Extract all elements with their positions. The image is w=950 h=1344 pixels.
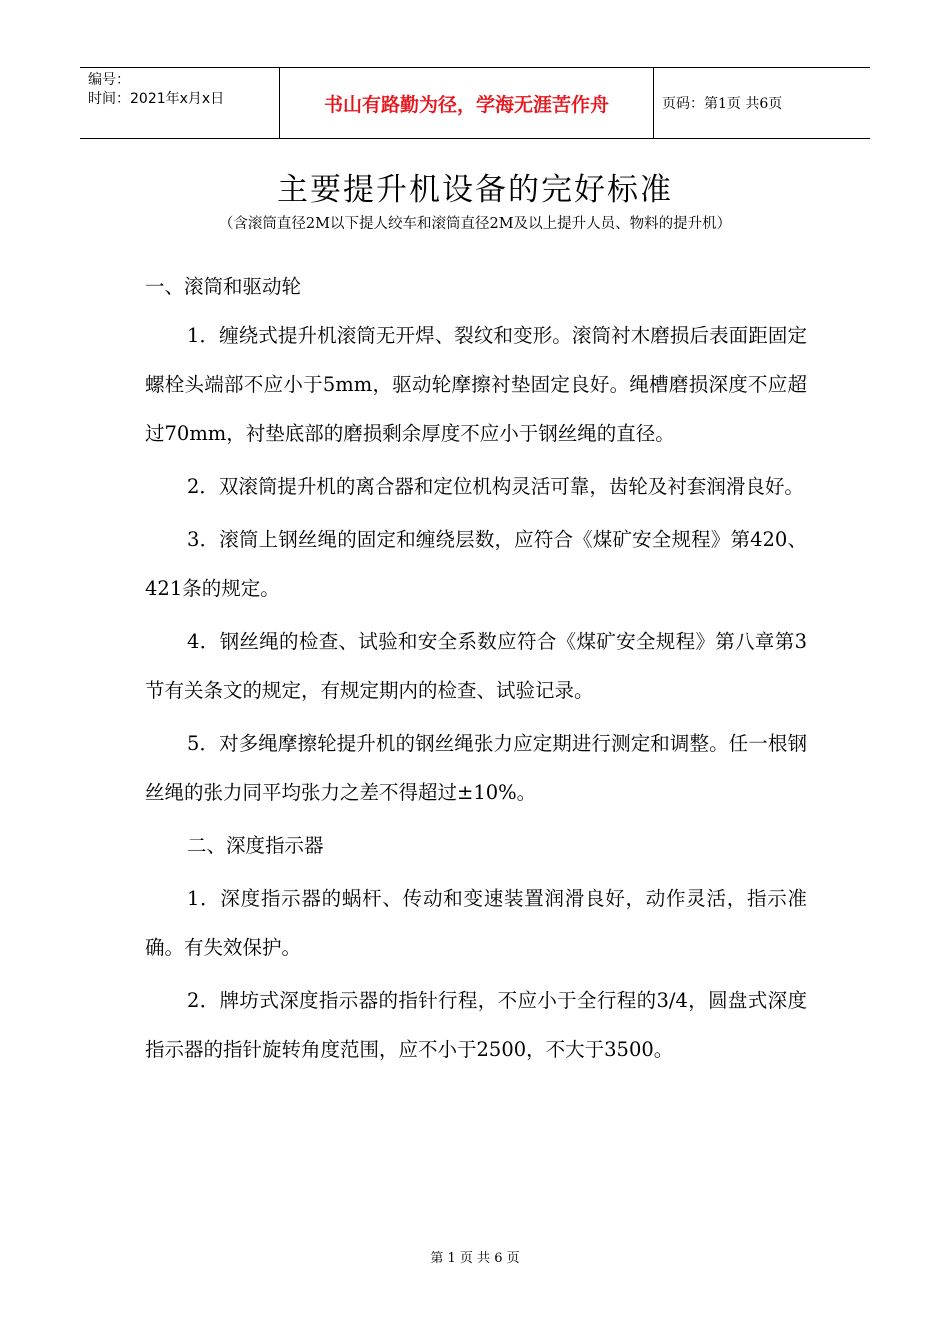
- document-header: [80, 67, 870, 139]
- paragraph-1-1: 1．缠绕式提升机滚筒无开焊、裂纹和变形。滚筒衬木磨损后表面距固定螺栓头端部不应小于5mm，驱动轮摩擦衬垫固定良好。绳槽磨损深度不应超过70mm，衬垫底部的磨损剩余厚度不应小于钢丝绳的直径。: [145, 324, 807, 445]
- page-subtitle: （含滚筒直径2M以下提人绞车和滚筒直径2M及以上提升人员、物料的提升机）: [218, 216, 732, 232]
- paragraph-1-5: 5．对多绳摩擦轮提升机的钢丝绳张力应定期进行测定和调整。任一根钢丝绳的张力同平均张力之差不得超过±10%。: [145, 732, 807, 804]
- header-motto: 书山有路勤为径，学海无涯苦作舟: [280, 68, 654, 138]
- paragraph-1-4: 4．钢丝绳的检查、试验和安全系数应符合《煤矿安全规程》第八章第3节有关条文的规定，有规定期内的检查、试验记录。: [145, 630, 807, 702]
- date-label: 时间：2021年x月x日: [88, 91, 225, 107]
- paragraph-1-3: 3．滚筒上钢丝绳的固定和缠绕层数，应符合《煤矿安全规程》第420、421条的规定。: [145, 528, 807, 600]
- paragraph-1-2: 2．双滚筒提升机的离合器和定位机构灵活可靠，齿轮及衬套润滑良好。: [187, 475, 804, 498]
- page-footer: 第 1 页 共 6 页: [430, 1251, 520, 1266]
- paragraph-2-1: 1．深度指示器的蜗杆、传动和变速装置润滑良好，动作灵活，指示准确。有失效保护。: [145, 887, 807, 959]
- header-meta: [80, 68, 280, 138]
- section-heading-2: 二、深度指示器: [187, 834, 324, 857]
- header-page-info: 页码：第1页 共6页: [662, 96, 783, 112]
- page-title: 主要提升机设备的完好标准: [277, 172, 673, 208]
- document-body: [145, 262, 807, 1074]
- paragraph-2-2: 2．牌坊式深度指示器的指针行程，不应小于全行程的3/4，圆盘式深度指示器的指针旋转角度范围，应不小于2500，不大于3500。: [145, 989, 807, 1061]
- section-heading-1: 一、滚筒和驱动轮: [145, 275, 302, 298]
- number-label: 编号：: [88, 72, 130, 88]
